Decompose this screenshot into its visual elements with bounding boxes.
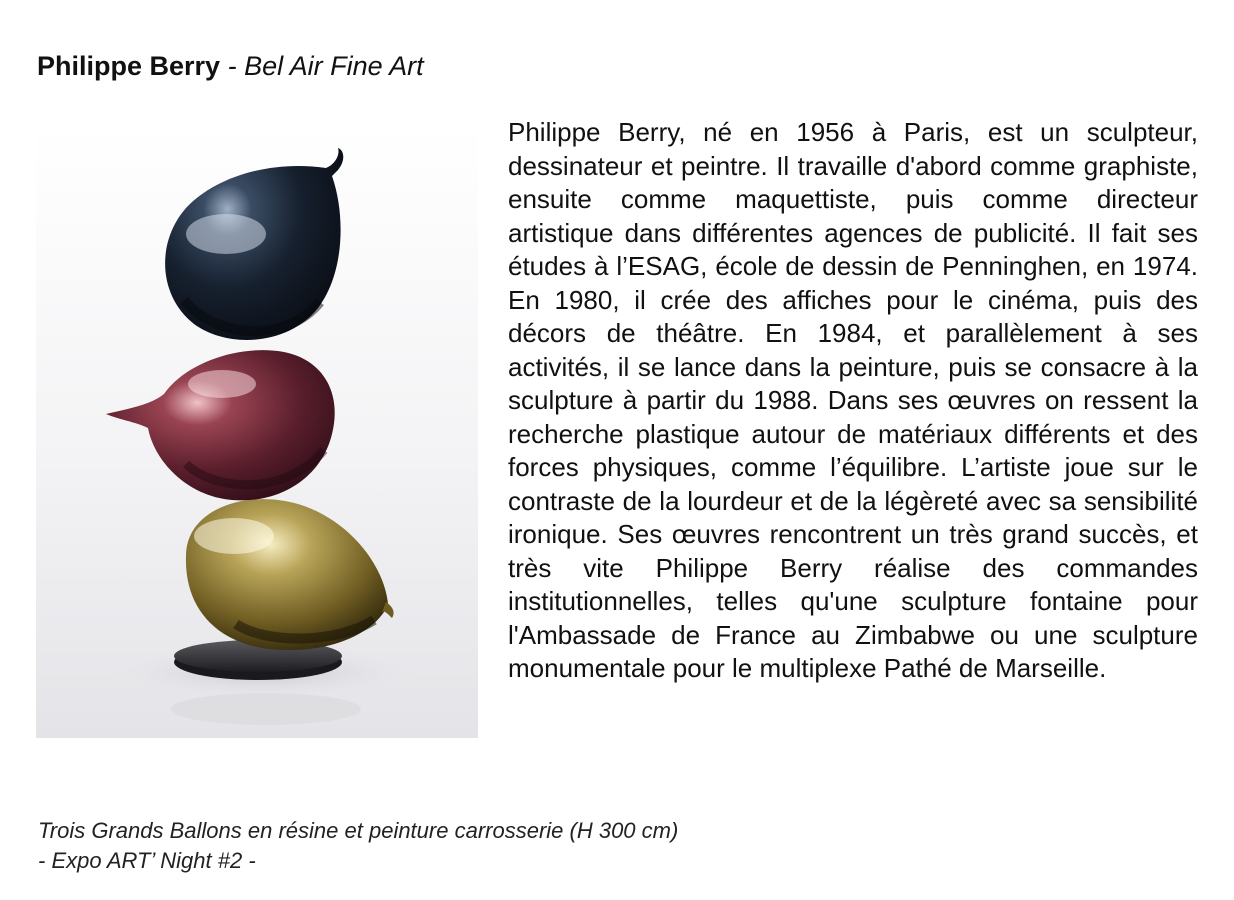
sculpture-illustration [36,124,478,738]
floor-reflection [171,693,361,725]
title-separator: - [220,51,245,81]
page-title [37,48,424,84]
caption-event: - Expo ART’ Night #2 - [38,848,256,873]
gallery-name: Bel Air Fine Art [244,51,424,81]
artist-biography: Philippe Berry, né en 1956 à Paris, est un sculpteur, dessinateur et peintre. Il travaille d'abord comme graphiste, ensuite comme maquettiste, puis comme directeur artistique dans différentes agences de publicité. Il fait ses études à l’ESAG, école de dessin de Penninghen, en 1974. En 1980, il crée des affiches pour le cinéma, puis des décors de théâtre. En 1984, et parallèlement à ses activités, il se lance dans la peinture, puis se consacre à la sculpture à partir du 1988. Dans ses œuvres on ressent la recherche plastique autour de matériaux différents et des forces physiques, comme l’équilibre. L’artiste joue sur le contraste de la lourdeur et de la légèreté avec sa sensibilité ironique. Ses œuvres rencontrent un très grand succès, et très vite Philippe Berry réalise des commandes institutionnelles, telles qu'une sculpture fontaine pour l'Ambassade de France au Zimbabwe ou une sculpture monumentale pour le multiplexe Pathé de Marseille. [508,117,1198,683]
caption-title: Trois Grands Ballons en résine et peinture carrosserie (H 300 cm) [38,818,679,843]
artwork-caption [38,816,678,876]
artist-name: Philippe Berry [37,51,221,81]
stacked-balloons-sculpture-image [36,124,478,738]
